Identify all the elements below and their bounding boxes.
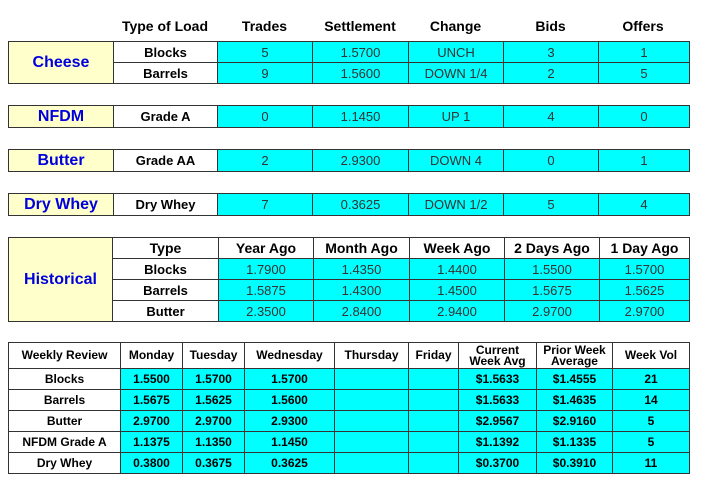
category-historical: Historical [9, 238, 113, 322]
bids-value: 4 [504, 106, 599, 128]
weekly-value [335, 432, 409, 453]
historical-value: 1.4300 [314, 280, 410, 301]
weekly-value [409, 369, 459, 390]
category-dry-whey: Dry Whey [9, 194, 114, 216]
weekly-header-friday: Friday [409, 343, 459, 369]
offers-value: 1 [599, 150, 690, 172]
weekly-value: $2.9567 [459, 411, 537, 432]
header-offers: Offers [622, 18, 664, 34]
weekly-value: 1.5600 [245, 390, 335, 411]
weekly-value: 1.5675 [121, 390, 183, 411]
historical-value: 1.5875 [219, 280, 314, 301]
weekly-value: $1.5633 [459, 390, 537, 411]
weekly-value [335, 411, 409, 432]
category-cheese: Cheese [9, 42, 114, 84]
weekly-value [409, 453, 459, 474]
historical-header-year-ago: Year Ago [219, 238, 314, 259]
weekly-value [409, 390, 459, 411]
trades-value: 7 [218, 194, 313, 216]
weekly-value: $2.9160 [537, 411, 613, 432]
bids-value: 2 [504, 63, 599, 84]
historical-header-month-ago: Month Ago [314, 238, 410, 259]
historical-header-type: Type [113, 238, 219, 259]
historical-header-2-days-ago: 2 Days Ago [505, 238, 600, 259]
change-value: UNCH [409, 42, 504, 63]
weekly-value: 1.5625 [183, 390, 245, 411]
header-trades: Trades [241, 18, 288, 34]
weekly-header-current-week-avg: Current Week Avg [459, 343, 537, 369]
weekly-volume: 5 [613, 411, 690, 432]
change-value: DOWN 1/4 [409, 63, 504, 84]
weekly-volume: 21 [613, 369, 690, 390]
weekly-header-monday: Monday [121, 343, 183, 369]
weekly-value: $1.4555 [537, 369, 613, 390]
weekly-value: 0.3800 [121, 453, 183, 474]
historical-value: 2.9400 [410, 301, 505, 322]
header-type-of-load: Type of Load [121, 18, 209, 34]
load-type: Barrels [114, 63, 218, 84]
weekly-value [335, 453, 409, 474]
weekly-value: 0.3675 [183, 453, 245, 474]
historical-value: 2.9700 [505, 301, 600, 322]
weekly-value: 1.1375 [121, 432, 183, 453]
historical-value: 1.7900 [219, 259, 314, 280]
settlement-value: 1.1450 [313, 106, 409, 128]
weekly-value: $1.1335 [537, 432, 613, 453]
weekly-value: $1.5633 [459, 369, 537, 390]
load-type: Blocks [114, 42, 218, 63]
weekly-value: 1.5500 [121, 369, 183, 390]
weekly-header-tuesday: Tuesday [183, 343, 245, 369]
historical-row-label: Blocks [113, 259, 219, 280]
historical-value: 1.5625 [600, 280, 690, 301]
category-nfdm: NFDM [9, 106, 114, 128]
header-change: Change [429, 18, 482, 34]
offers-value: 4 [599, 194, 690, 216]
header-bids: Bids [535, 18, 566, 34]
load-type: Grade AA [114, 150, 218, 172]
butter-table [8, 149, 690, 172]
historical-row-label: Barrels [113, 280, 219, 301]
weekly-value: $0.3700 [459, 453, 537, 474]
weekly-value: 1.5700 [183, 369, 245, 390]
settlement-value: 1.5600 [313, 63, 409, 84]
weekly-volume: 5 [613, 432, 690, 453]
weekly-row-label: Dry Whey [9, 453, 121, 474]
weekly-value: 2.9700 [183, 411, 245, 432]
dry-whey-table [8, 193, 690, 216]
trades-value: 9 [218, 63, 313, 84]
weekly-row-label: Blocks [9, 369, 121, 390]
weekly-header-wednesday: Wednesday [245, 343, 335, 369]
historical-value: 2.3500 [219, 301, 314, 322]
bids-value: 5 [504, 194, 599, 216]
weekly-header-week-vol: Week Vol [613, 343, 690, 369]
historical-row-label: Butter [113, 301, 219, 322]
header-settlement: Settlement [324, 18, 396, 34]
category-butter: Butter [9, 150, 114, 172]
trades-value: 2 [218, 150, 313, 172]
offers-value: 5 [599, 63, 690, 84]
bids-value: 3 [504, 42, 599, 63]
cheese-table [8, 41, 690, 84]
historical-value: 1.5700 [600, 259, 690, 280]
weekly-value: 1.1350 [183, 432, 245, 453]
change-value: UP 1 [409, 106, 504, 128]
weekly-volume: 14 [613, 390, 690, 411]
historical-value: 2.8400 [314, 301, 410, 322]
weekly-value: 1.5700 [245, 369, 335, 390]
weekly-value: $0.3910 [537, 453, 613, 474]
historical-value: 1.5500 [505, 259, 600, 280]
load-type: Dry Whey [114, 194, 218, 216]
weekly-value: $1.4635 [537, 390, 613, 411]
weekly-value [409, 432, 459, 453]
weekly-row-label: Barrels [9, 390, 121, 411]
settlement-value: 0.3625 [313, 194, 409, 216]
weekly-value [335, 390, 409, 411]
historical-value: 1.5675 [505, 280, 600, 301]
change-value: DOWN 4 [409, 150, 504, 172]
settlement-value: 2.9300 [313, 150, 409, 172]
weekly-value [335, 369, 409, 390]
weekly-review-table [8, 342, 690, 474]
offers-value: 1 [599, 42, 690, 63]
historical-value: 2.9700 [600, 301, 690, 322]
nfdm-table [8, 105, 690, 128]
historical-value: 1.4500 [410, 280, 505, 301]
weekly-value: 0.3625 [245, 453, 335, 474]
historical-header-1-day-ago: 1 Day Ago [600, 238, 690, 259]
weekly-row-label: NFDM Grade A [9, 432, 121, 453]
historical-header-week-ago: Week Ago [410, 238, 505, 259]
offers-value: 0 [599, 106, 690, 128]
weekly-header-thursday: Thursday [335, 343, 409, 369]
trades-value: 0 [218, 106, 313, 128]
historical-value: 1.4350 [314, 259, 410, 280]
trades-value: 5 [218, 42, 313, 63]
load-type: Grade A [114, 106, 218, 128]
weekly-row-label: Butter [9, 411, 121, 432]
weekly-header-prior-week-average: Prior Week Average [537, 343, 613, 369]
historical-value: 1.4400 [410, 259, 505, 280]
weekly-value: $1.1392 [459, 432, 537, 453]
weekly-value: 2.9300 [245, 411, 335, 432]
historical-table [8, 237, 690, 322]
weekly-header-review: Weekly Review [9, 343, 121, 369]
change-value: DOWN 1/2 [409, 194, 504, 216]
weekly-value [409, 411, 459, 432]
weekly-value: 1.1450 [245, 432, 335, 453]
bids-value: 0 [504, 150, 599, 172]
settlement-value: 1.5700 [313, 42, 409, 63]
weekly-volume: 11 [613, 453, 690, 474]
weekly-value: 2.9700 [121, 411, 183, 432]
